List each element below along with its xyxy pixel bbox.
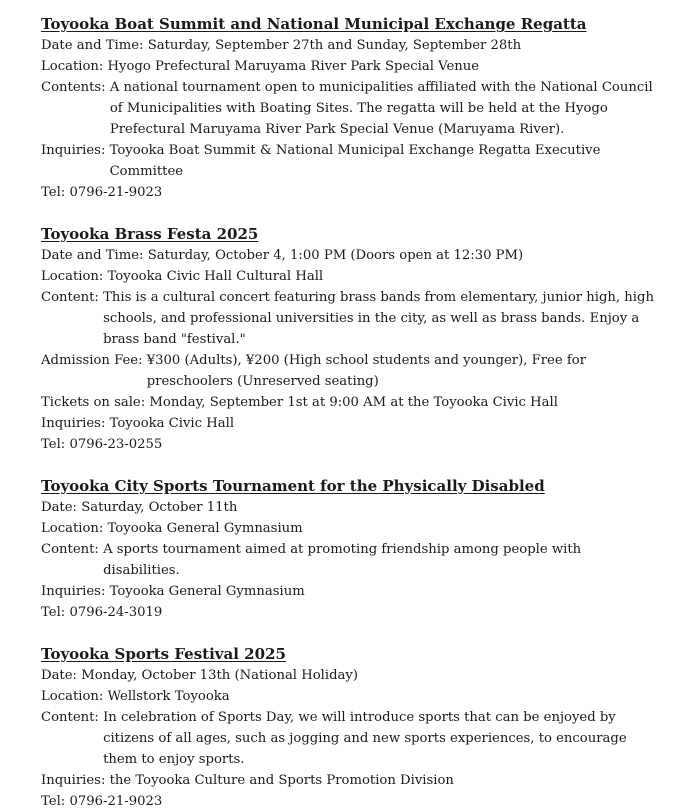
event-row-contents [41, 77, 661, 140]
row-value: 0796-21-9023 [69, 185, 163, 200]
row-label: Inquiries: [41, 584, 110, 599]
row-label: Inquiries: [41, 143, 110, 158]
event-row-tel [41, 434, 661, 455]
event-row-date [41, 35, 661, 56]
row-value: 0796-24-3019 [69, 605, 163, 620]
row-value: Toyooka Civic Hall Cultural Hall [107, 269, 324, 284]
event-row-content [41, 539, 661, 581]
event-row-tel [41, 182, 661, 203]
event-title: Toyooka Brass Festa 2025 [41, 225, 259, 243]
row-label: Tel: [41, 185, 70, 200]
row-value: Saturday, October 11th [81, 500, 238, 515]
row-label: Tel: [41, 437, 70, 452]
event-row-tel [41, 791, 661, 812]
row-label: Tel: [41, 794, 70, 809]
event-row-location [41, 266, 661, 287]
row-value: Monday, September 1st at 9:00 AM at the Toyooka Civic Hall [149, 395, 558, 410]
event-row-date [41, 497, 661, 518]
row-label: Admission Fee: [41, 353, 147, 368]
row-value: 0796-21-9023 [69, 794, 163, 809]
event-row-tickets [41, 392, 661, 413]
event-row-location [41, 518, 661, 539]
row-value: Toyooka General Gymnasium [107, 521, 303, 536]
row-value: Wellstork Toyooka [107, 689, 230, 704]
event-row-inquiries [41, 581, 661, 602]
row-label: Date: [41, 668, 82, 683]
event-sports-tournament [41, 475, 661, 623]
event-row-tel [41, 602, 661, 623]
row-value: Saturday, September 27th and Sunday, September 28th [147, 38, 522, 53]
event-title: Toyooka Boat Summit and National Municipal Exchange Regatta [41, 15, 587, 33]
row-value: Saturday, October 4, 1:00 PM (Doors open at 12:30 PM) [147, 248, 524, 263]
event-row-inquiries [41, 770, 661, 791]
row-value: Toyooka General Gymnasium [109, 584, 305, 599]
event-row-content [41, 707, 661, 770]
event-row-location [41, 56, 661, 77]
row-value: Toyooka Civic Hall [109, 416, 235, 431]
event-title: Toyooka Sports Festival 2025 [41, 645, 286, 663]
row-value: Toyooka Boat Summit & National Municipal Exchange Regatta Executive Committee [109, 143, 601, 179]
row-label: Location: [41, 269, 108, 284]
event-row-date [41, 245, 661, 266]
row-value: In celebration of Sports Day, we will introduce sports that can be enjoyed by citizens of all ages, such as jogging and new sports experiences, to encourage them to enjoy sports. [103, 710, 627, 767]
row-label: Location: [41, 59, 108, 74]
row-value: A national tournament open to municipalities affiliated with the National Council of Municipalities with Boating Sites. The regatta will be held at the Hyogo Prefectural Maruyama River Park Special Venue (Maruyama River). [109, 80, 653, 137]
row-label: Inquiries: [41, 416, 110, 431]
row-label: Tickets on sale: [41, 395, 150, 410]
event-row-inquiries [41, 413, 661, 434]
row-label: Date and Time: [41, 38, 148, 53]
row-label: Content: [41, 290, 104, 305]
event-row-content [41, 287, 661, 350]
row-label: Date and Time: [41, 248, 148, 263]
event-brass-festa [41, 223, 661, 455]
row-label: Tel: [41, 605, 70, 620]
event-title: Toyooka City Sports Tournament for the Physically Disabled [41, 477, 545, 495]
row-value: Monday, October 13th (National Holiday) [81, 668, 358, 683]
row-label: Location: [41, 689, 108, 704]
row-value: 0796-23-0255 [69, 437, 163, 452]
row-label: Content: [41, 710, 104, 725]
event-row-inquiries [41, 140, 661, 182]
event-row-admission [41, 350, 661, 392]
row-label: Location: [41, 521, 108, 536]
event-boat-summit [41, 13, 661, 203]
event-row-date [41, 665, 661, 686]
row-value: Hyogo Prefectural Maruyama River Park Special Venue [107, 59, 480, 74]
row-value: the Toyooka Culture and Sports Promotion Division [109, 773, 454, 788]
row-label: Content: [41, 542, 104, 557]
event-sports-festival [41, 643, 661, 812]
event-row-location [41, 686, 661, 707]
row-label: Contents: [41, 80, 110, 95]
row-value: ¥300 (Adults), ¥200 (High school students and younger), Free for preschoolers (Unreserved seating) [146, 353, 586, 389]
row-value: A sports tournament aimed at promoting friendship among people with disabilities. [103, 542, 582, 578]
row-label: Inquiries: [41, 773, 110, 788]
row-label: Date: [41, 500, 82, 515]
row-value: This is a cultural concert featuring brass bands from elementary, junior high, high schools, and professional universities in the city, as well as brass bands. Enjoy a brass band "festival." [103, 290, 654, 347]
